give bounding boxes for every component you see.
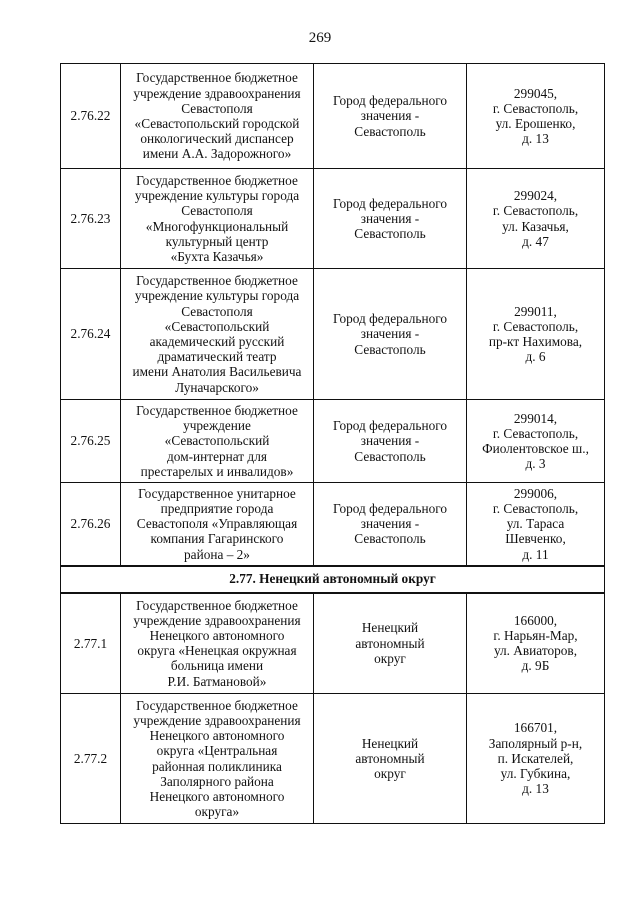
cell-line: ул. Тараса — [506, 516, 565, 532]
table-row — [61, 269, 605, 400]
cell-line: дом-интернат для — [167, 448, 267, 464]
cell-line: 166000, — [513, 612, 558, 628]
cell-line: «Севастопольский — [164, 433, 270, 449]
registry-table — [60, 63, 605, 824]
section-header-row — [61, 566, 605, 593]
region-name — [314, 593, 467, 694]
cell-line: Севастополя — [181, 203, 253, 219]
cell-line: 299024, — [513, 188, 558, 204]
region-name — [314, 269, 467, 400]
cell-line: драматический театр — [157, 349, 277, 365]
table-row — [61, 483, 605, 566]
table-row — [61, 593, 605, 694]
cell-line: д. 13 — [522, 781, 549, 797]
cell-line: «Севастопольский городской — [134, 116, 300, 131]
cell-line: престарелых и инвалидов» — [140, 463, 294, 479]
organization-name — [121, 64, 314, 169]
cell-line: округа «Ненецкая окружная — [137, 643, 297, 659]
region-name — [314, 483, 467, 566]
cell-line: пр-кт Нахимова, — [488, 334, 583, 349]
cell-line: Шевченко, — [505, 531, 566, 547]
cell-line: Город федерального — [332, 500, 448, 516]
address — [467, 400, 605, 483]
row-number: 2.77.1 — [61, 593, 121, 694]
region-name — [314, 64, 467, 169]
row-number: 2.77.2 — [61, 694, 121, 824]
region-name — [314, 169, 467, 269]
address — [467, 169, 605, 269]
cell-line: Город федерального — [332, 195, 448, 211]
cell-line: Ненецкого автономного — [149, 788, 285, 804]
cell-line: Государственное бюджетное — [136, 697, 298, 713]
row-number: 2.76.25 — [61, 400, 121, 483]
cell-line: округ — [374, 766, 406, 782]
cell-line: ул. Губкина, — [500, 766, 571, 782]
organization-name — [121, 169, 314, 269]
organization-name — [121, 483, 314, 566]
cell-line: академический русский — [149, 334, 285, 349]
cell-line: Севастополь — [354, 226, 426, 242]
cell-line: д. 47 — [522, 233, 549, 249]
cell-line: д. 13 — [522, 131, 549, 147]
cell-line: Севастополь — [354, 448, 426, 464]
cell-line: Севастополь — [354, 531, 426, 547]
cell-line: учреждение культуры города — [134, 188, 300, 204]
row-number: 2.76.24 — [61, 269, 121, 400]
cell-line: 299045, — [513, 85, 558, 101]
cell-line: г. Севастополь, — [492, 100, 579, 116]
cell-line: значения - — [360, 433, 420, 449]
page-number: 269 — [308, 30, 332, 46]
cell-line: учреждение здравоохранения — [133, 712, 301, 728]
cell-line: г. Нарьян-Мар, — [493, 628, 578, 644]
cell-line: учреждение здравоохранения — [133, 612, 301, 628]
cell-line: Город федерального — [332, 93, 448, 109]
cell-line: больница имени — [170, 658, 264, 674]
cell-line: округ — [374, 650, 406, 666]
cell-line: Государственное бюджетное — [136, 70, 298, 86]
row-number: 2.76.23 — [61, 169, 121, 269]
cell-line: Севастополь — [354, 123, 426, 139]
cell-line: учреждение здравоохранения — [133, 85, 301, 101]
cell-line: значения - — [360, 210, 420, 226]
cell-line: предприятие города — [160, 500, 274, 516]
address — [467, 269, 605, 400]
cell-line: п. Искателей, — [497, 750, 574, 766]
cell-line: Заполярный р-н, — [488, 735, 583, 751]
table-row — [61, 64, 605, 169]
cell-line: г. Севастополь, — [492, 425, 579, 441]
cell-line: «Севастопольский — [164, 318, 270, 334]
cell-line: округа «Центральная — [156, 743, 278, 759]
cell-line: г. Севастополь, — [492, 318, 579, 334]
cell-line: Государственное бюджетное — [136, 172, 298, 188]
cell-line: ул. Авиаторов, — [493, 643, 578, 659]
cell-line: Ненецкий — [361, 735, 419, 751]
cell-line: Севастополя — [181, 303, 253, 319]
table-row — [61, 400, 605, 483]
cell-line: округа» — [194, 804, 240, 820]
cell-line: района – 2» — [184, 546, 250, 562]
cell-line: Севастополя — [181, 100, 253, 116]
section-heading: 2.77. Ненецкий автономный округ — [61, 566, 605, 593]
cell-line: д. 6 — [525, 349, 546, 365]
cell-line: Заполярного района — [160, 773, 274, 789]
cell-line: Государственное бюджетное — [136, 597, 298, 613]
row-number: 2.76.26 — [61, 483, 121, 566]
cell-line: «Многофункциональный — [145, 218, 289, 234]
cell-line: Фиолентовское ш., — [482, 441, 589, 456]
cell-line: имени Анатолия Васильевича — [132, 364, 302, 380]
cell-line: Ненецкий — [361, 620, 419, 636]
address — [467, 64, 605, 169]
cell-line: Ненецкого автономного — [149, 728, 285, 744]
cell-line: Город федерального — [332, 311, 448, 327]
cell-line: Государственное бюджетное — [136, 402, 298, 418]
address — [467, 483, 605, 566]
cell-line: Севастополя «Управляющая — [136, 516, 298, 532]
cell-line: значения - — [360, 516, 420, 532]
cell-line: имени А.А. Задорожного» — [142, 146, 292, 162]
cell-line: д. 11 — [522, 546, 549, 562]
cell-line: онкологический диспансер — [140, 131, 294, 147]
cell-line: учреждение культуры города — [134, 288, 300, 304]
region-name — [314, 694, 467, 824]
cell-line: районная поликлиника — [152, 758, 282, 774]
cell-line: учреждение — [183, 418, 251, 434]
cell-line: «Бухта Казачья» — [170, 248, 264, 264]
cell-line: автономный — [355, 750, 425, 766]
cell-line: значения - — [360, 326, 420, 342]
table-row — [61, 169, 605, 269]
cell-line: культурный центр — [165, 233, 269, 249]
cell-line: Севастополь — [354, 341, 426, 357]
row-number: 2.76.22 — [61, 64, 121, 169]
cell-line: 299014, — [513, 410, 558, 426]
cell-line: Государственное унитарное — [138, 485, 296, 501]
address — [467, 593, 605, 694]
cell-line: 166701, — [513, 720, 558, 736]
region-name — [314, 400, 467, 483]
cell-line: Город федерального — [332, 418, 448, 434]
cell-line: компания Гагаринского — [150, 531, 284, 547]
cell-line: Государственное бюджетное — [136, 273, 298, 289]
cell-line: значения - — [360, 108, 420, 124]
organization-name — [121, 694, 314, 824]
cell-line: Ненецкого автономного — [149, 628, 285, 644]
cell-line: 299011, — [514, 303, 557, 319]
organization-name — [121, 400, 314, 483]
organization-name — [121, 269, 314, 400]
cell-line: ул. Казачья, — [502, 218, 569, 234]
organization-name — [121, 593, 314, 694]
cell-line: ул. Ерошенко, — [495, 116, 576, 131]
cell-line: д. 9Б — [521, 658, 550, 674]
cell-line: Р.И. Батмановой» — [167, 673, 267, 689]
cell-line: д. 3 — [525, 456, 546, 472]
cell-line: автономный — [355, 635, 425, 651]
cell-line: г. Севастополь, — [492, 500, 579, 516]
cell-line: г. Севастополь, — [492, 203, 579, 219]
cell-line: Луначарского» — [175, 379, 259, 395]
table-row — [61, 694, 605, 824]
address — [467, 694, 605, 824]
cell-line: 299006, — [513, 485, 558, 501]
